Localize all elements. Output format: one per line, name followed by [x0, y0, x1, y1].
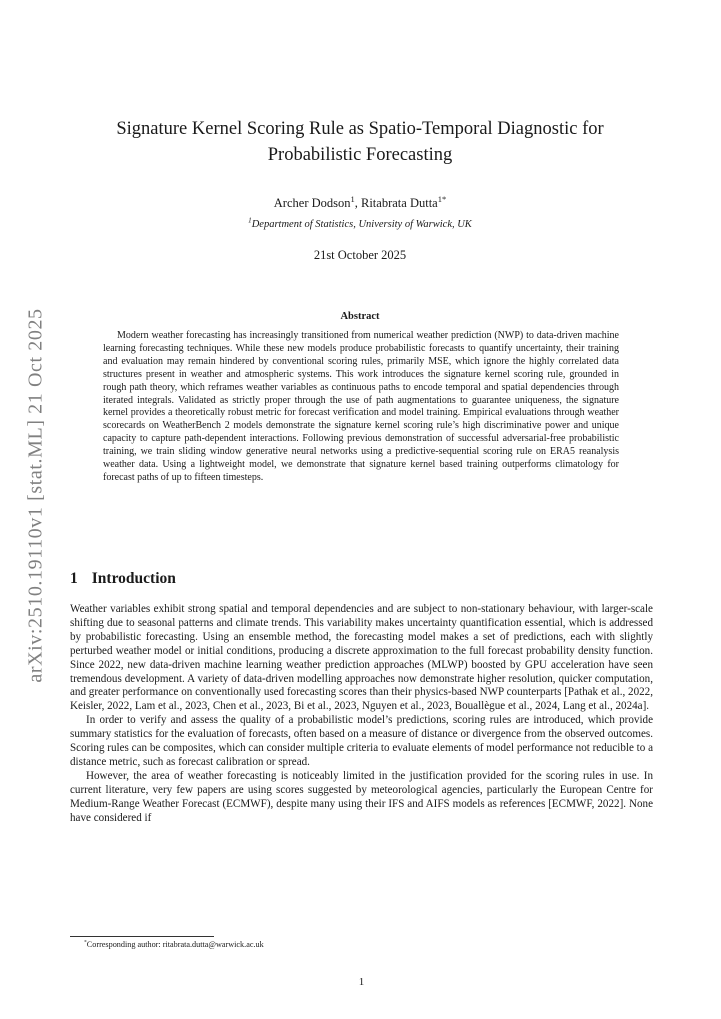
arxiv-sidebar — [22, 290, 50, 700]
section-heading — [70, 570, 176, 588]
author-list: Archer Dodson$^1$, Ritabrata Dutta$^{1*}$ — [273, 193, 447, 210]
paragraph: However, the area of weather forecasting is noticeably limited in the justification provided for the scoring rules in use. In current literature, very few papers are using scores suggested by meteorological agencies, particularly the European Centre for Medium-Range Weather Forecast (ECMWF), despite many using their IFS and AIFS models as references [ECMWF, 2022]. None have considered if — [70, 769, 653, 824]
footnote-divider — [70, 936, 214, 937]
footnote-mark: * — [84, 939, 87, 946]
abstract-text: Modern weather forecasting has increasingly transitioned from numerical weather prediction (NWP) to data-driven machine learning forecasting techniques. While these new models produce probabilistic forecasts to quantify uncertainty, their training and evaluation may remain hindered by conventional scoring rules, primarily MSE, which ignore the highly correlated data structures present in weather and atmospheric systems. This work introduces the signature kernel scoring rule, grounded in rough path theory, which reframes weather variables as continuous paths to encode temporal and spatial dependencies through iterated integrals. Validated as strictly proper through the use of path augmentations to guarantee uniqueness, the signature kernel provides a theoretically robust metric for forecast verification and model training. Empirical evaluations through weather scorecards on WeatherBench 2 models demonstrate the signature kernel scoring rule’s high discriminative power and unique capacity to capture path-dependent interactions. Following previous demonstration of successful adversarial-free probabilistic training, we train sliding window generative neural networks using a predictive-sequential scoring rule on ERA5 reanalysis weather data. Using a lightweight model, we demonstrate that signature kernel based training outperforms climatology for forecast paths of up to fifteen timesteps. — [103, 330, 619, 483]
affiliation-text: Department of Statistics, University of Warwick, UK — [251, 219, 472, 230]
affiliation-mark: 1 — [248, 216, 252, 225]
body-text — [70, 603, 653, 826]
author-affiliation-mark: 1 — [350, 193, 355, 204]
affiliation — [70, 216, 650, 230]
footnote-text: Corresponding author: ritabrata.dutta@warwick.ac.uk — [86, 940, 264, 949]
paper-title: Signature Kernel Scoring Rule as Spatio-Temporal Diagnostic for Probabilistic Forecasting — [116, 119, 604, 165]
footnote — [70, 940, 667, 949]
publication-date: 21st October 2025 — [313, 248, 407, 262]
author-affiliation-mark: 1* — [437, 193, 447, 204]
paragraph: Weather variables exhibit strong spatial and temporal dependencies and are subject to non-stationary behaviour, with larger-scale shifting due to seasonal patterns and climate trends. This variability makes uncertainty quantification essential, which is addressed by probabilistic forecasting. Using an ensemble method, the forecasting model makes a set of predictions, each with slightly perturbed weather model or initial conditions, producing a discrete approximation to the full forecast probability density function. Since 2022, new data-driven machine learning weather prediction approaches (MLWP) boosted by GPU acceleration have seen tremendous development. A variety of data-driven modelling approaches now demonstrate higher resolution, quicker computation, and greater performance on conventionally used forecasting scores than their physics-based NWP counterparts [Pathak et al., 2022, Keisler, 2022, Lam et al., 2023, Chen et al., 2023, Bi et al., 2023, Nguyen et al., 2023, Bouallègue et al., 2024, Lang et al., 2024a]. — [70, 603, 653, 713]
page-number: 1 — [358, 976, 365, 988]
author-name: Ritabrata Dutta — [361, 196, 438, 210]
arxiv-identifier: arXiv:2510.19110v1 [stat.ML] 21 Oct 2025 — [24, 307, 47, 683]
section-title: Introduction — [91, 570, 176, 587]
paragraph: In order to verify and assess the quality of a probabilistic model’s predictions, scoring rules are introduced, which provide summary statistics for the evaluation of forecasts, often based on a measure of distance or divergence from the observed outcomes. Scoring rules can be composites, which can consider multiple criteria to evaluate elements of model performance not reducible to a distance metric, such as forecast calibration or spread. — [70, 714, 653, 768]
section-number: 1 — [70, 570, 78, 587]
abstract-heading: Abstract — [340, 311, 380, 322]
author-name: Archer Dodson — [273, 196, 351, 210]
